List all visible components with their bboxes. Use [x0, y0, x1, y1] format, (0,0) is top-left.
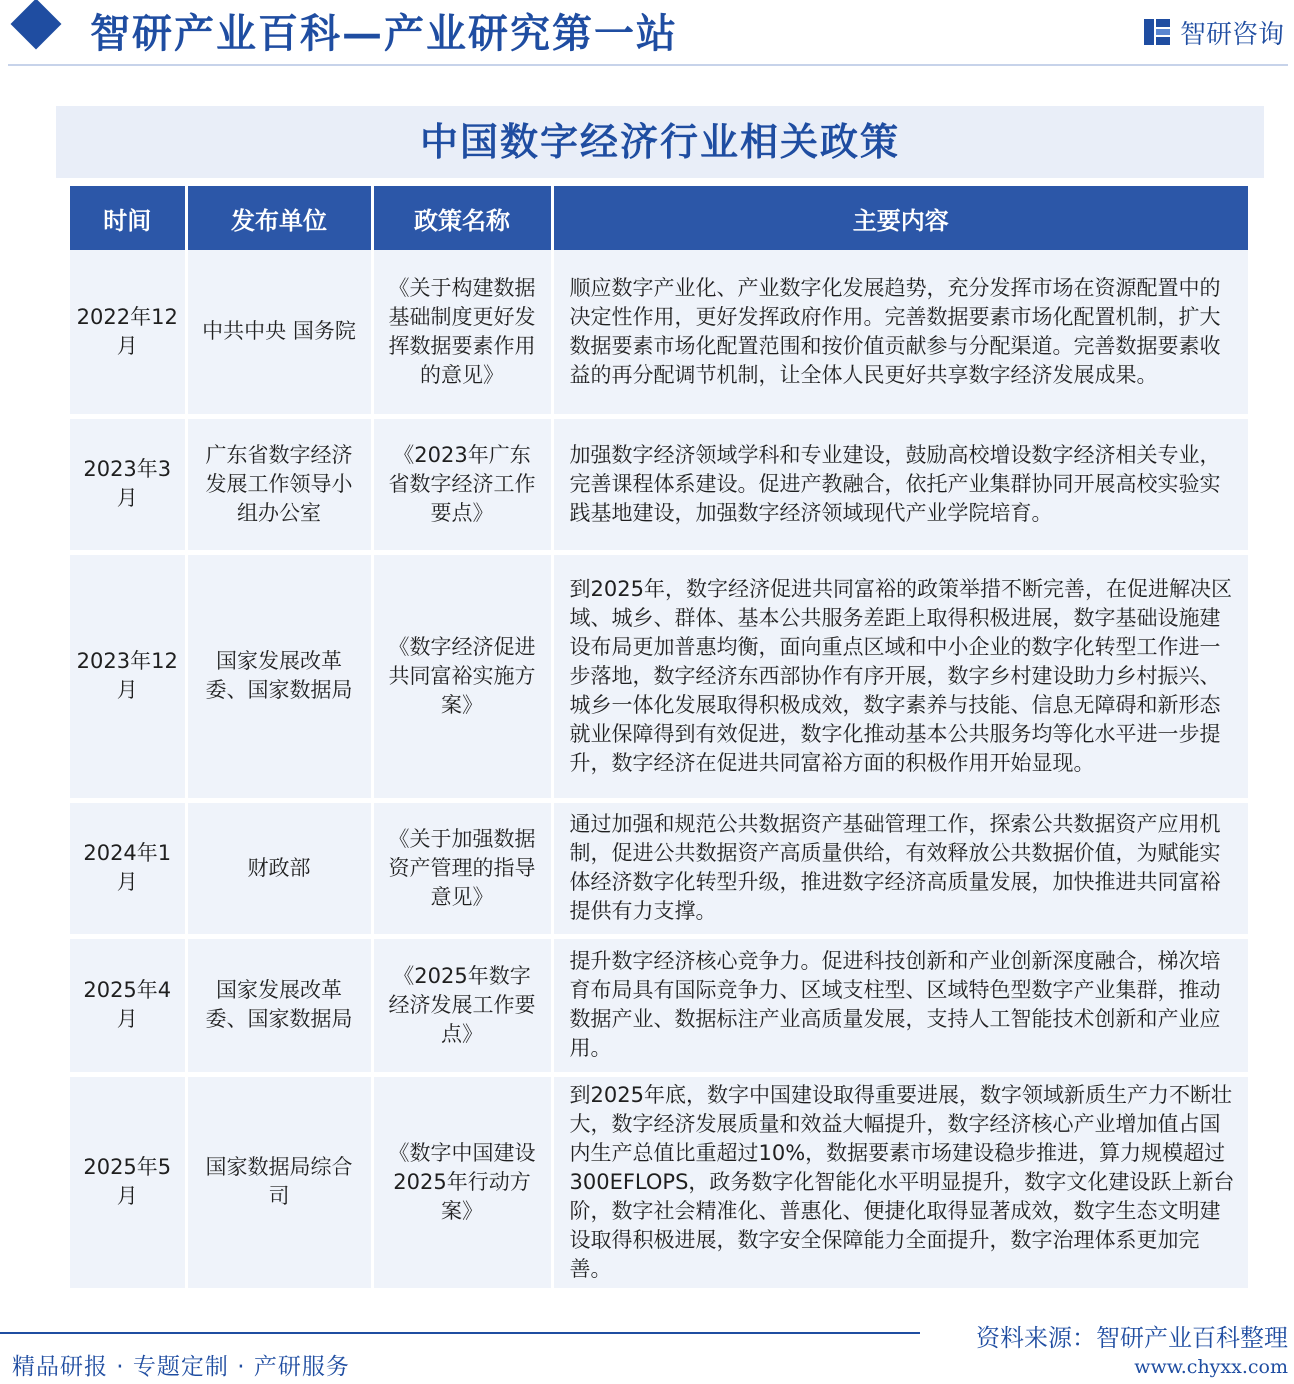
cell-issuer: 国家数据局综合司 [186, 1074, 372, 1290]
cell-policy: 《2025年数字经济发展工作要点》 [372, 936, 552, 1074]
table-row [70, 800, 1248, 936]
cell-policy: 《2023年广东省数字经济工作要点》 [372, 416, 552, 552]
policy-table [70, 186, 1248, 1293]
cell-content: 通过加强和规范公共数据资产基础管理工作，探索公共数据资产应用机制，促进公共数据资产高质量供给，有效释放公共数据价值，为赋能实体经济数字化转型升级，推进数字经济高质量发展，加快推进共同富裕提供有力支撑。 [552, 800, 1248, 936]
table-header-row [70, 186, 1248, 250]
column-header-policy: 政策名称 [372, 186, 552, 250]
service-tagline: 精品研报 · 专题定制 · 产研服务 [12, 1354, 350, 1380]
footer-divider [0, 1332, 920, 1334]
cell-issuer: 国家发展改革委、国家数据局 [186, 936, 372, 1074]
table-row [70, 1074, 1248, 1290]
diamond-logo-icon [11, 0, 62, 49]
cell-content: 到2025年底，数字中国建设取得重要进展，数字领域新质生产力不断壮大，数字经济发展质量和效益大幅提升，数字经济核心产业增加值占国内生产总值比重超过10%，数据要素市场建设稳步推进，算力规模超过300EFLOPS，政务数字化智能化水平明显提升，数字文化建设跃上新台阶，数字社会精准化、普惠化、便捷化取得显著成效，数字生态文明建设取得积极进展，数字安全保障能力全面提升，数字治理体系更加完善。 [552, 1074, 1248, 1290]
column-header-content: 主要内容 [552, 186, 1248, 250]
cell-policy: 《关于加强数据资产管理的指导意见》 [372, 800, 552, 936]
cell-date: 2023年12月 [70, 552, 186, 800]
cell-policy: 《关于构建数据基础制度更好发挥数据要素作用的意见》 [372, 250, 552, 416]
table-title: 中国数字经济行业相关政策 [419, 119, 900, 164]
cell-content: 顺应数字产业化、产业数字化发展趋势，充分发挥市场在资源配置中的决定性作用，更好发挥政府作用。完善数据要素市场化配置机制，扩大数据要素市场化配置范围和按价值贡献参与分配渠道。完善数据要素收益的再分配调节机制，让全体人民更好共享数字经济发展成果。 [552, 250, 1248, 416]
table-row [70, 552, 1248, 800]
column-header-date: 时间 [70, 186, 186, 250]
data-source: 资料来源：智研产业百科整理 [976, 1324, 1288, 1352]
cell-content: 提升数字经济核心竞争力。促进科技创新和产业创新深度融合，梯次培育布局具有国际竞争力、区域支柱型、区域特色型数字产业集群，推动数据产业、数据标注产业高质量发展，支持人工智能技术创新和产业应用。 [552, 936, 1248, 1074]
cell-issuer: 中共中央 国务院 [186, 250, 372, 416]
brand-name: 智研咨询 [1179, 19, 1284, 50]
table-title-band [56, 106, 1264, 178]
cell-content: 到2025年，数字经济促进共同富裕的政策举措不断完善，在促进解决区域、城乡、群体、基本公共服务差距上取得积极进展，数字基础设施建设布局更加普惠均衡，面向重点区域和中小企业的数字化转型工作进一步落地，数字经济东西部协作有序开展，数字乡村建设助力乡村振兴、城乡一体化发展取得积极成效，数字素养与技能、信息无障碍和新形态就业保障得到有效促进，数字化推动基本公共服务均等化水平进一步提升，数字经济在促进共同富裕方面的积极作用开始显现。 [552, 552, 1248, 800]
header-divider [8, 64, 1288, 66]
cell-date: 2023年3月 [70, 416, 186, 552]
table-row [70, 416, 1248, 552]
website-link[interactable]: www.chyxx.com [1134, 1356, 1288, 1378]
cell-date: 2024年1月 [70, 800, 186, 936]
site-title: 智研产业百科—产业研究第一站 [90, 10, 678, 57]
cell-date: 2022年12月 [70, 250, 186, 416]
cell-date: 2025年4月 [70, 936, 186, 1074]
cell-issuer: 国家发展改革委、国家数据局 [186, 552, 372, 800]
cell-issuer: 广东省数字经济发展工作领导小组办公室 [186, 416, 372, 552]
column-header-issuer: 发布单位 [186, 186, 372, 250]
cell-policy: 《数字经济促进共同富裕实施方案》 [372, 552, 552, 800]
cell-content: 加强数字经济领域学科和专业建设，鼓励高校增设数字经济相关专业，完善课程体系建设。促进产教融合，依托产业集群协同开展高校实验实践基地建设，加强数字经济领域现代产业学院培育。 [552, 416, 1248, 552]
page-header [0, 0, 1294, 66]
brand[interactable] [1142, 14, 1284, 50]
cell-policy: 《数字中国建设2025年行动方案》 [372, 1074, 552, 1290]
cell-date: 2025年5月 [70, 1074, 186, 1290]
table-row [70, 936, 1248, 1074]
cell-issuer: 财政部 [186, 800, 372, 936]
brand-logo-icon [1142, 17, 1172, 47]
table-row [70, 250, 1248, 416]
